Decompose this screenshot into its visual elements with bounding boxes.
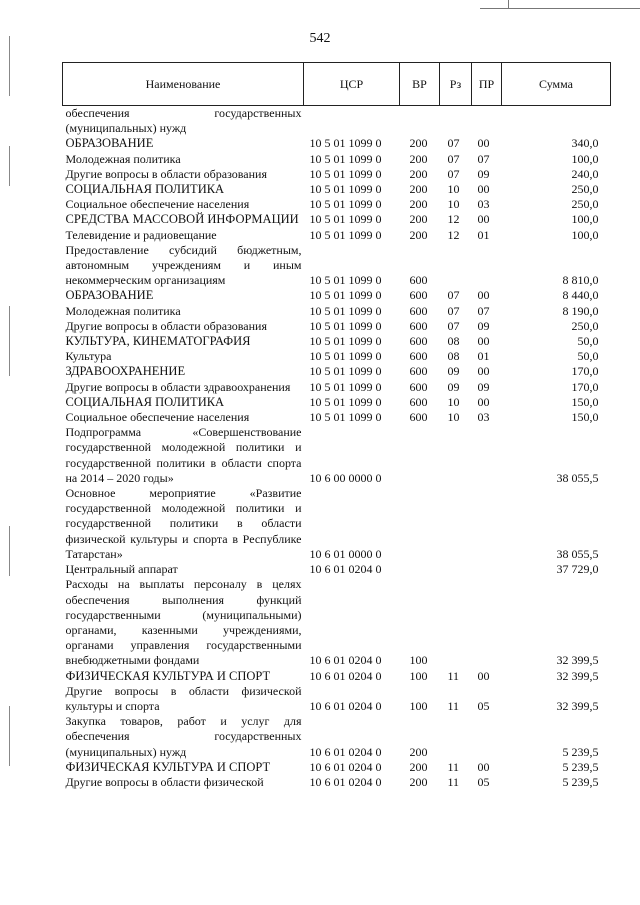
cell-csr: 10 6 01 0204 0 bbox=[309, 774, 382, 789]
cell-sum: 100,0 bbox=[571, 212, 599, 227]
cell-pr: 00 bbox=[477, 394, 490, 409]
table-row bbox=[63, 562, 611, 577]
cell-vr: 600 bbox=[409, 410, 428, 425]
cell-sum: 50,0 bbox=[577, 349, 599, 364]
table-row bbox=[63, 486, 611, 562]
cell-sum: 8 440,0 bbox=[562, 288, 599, 303]
cell-csr bbox=[304, 106, 400, 137]
cell-name: ФИЗИЧЕСКАЯ КУЛЬТУРА И СПОРТ bbox=[65, 759, 271, 774]
cell-rz: 10 bbox=[447, 182, 460, 197]
binding-margin-marks bbox=[9, 6, 13, 826]
cell-sum: 170,0 bbox=[571, 364, 599, 379]
table-row bbox=[63, 152, 611, 167]
cell-vr: 100 bbox=[409, 698, 428, 713]
cell-vr: 600 bbox=[409, 318, 428, 333]
cell-sum: 150,0 bbox=[571, 394, 599, 409]
cell-name: КУЛЬТУРА, КИНЕМАТОГРАФИЯ bbox=[65, 334, 251, 349]
cell-rz: 07 bbox=[447, 166, 460, 181]
cell-pr: 00 bbox=[477, 182, 490, 197]
table-row bbox=[63, 349, 611, 364]
cell-name: Расходы на выплаты персоналу в целях обеспечения выполнения функций государственными (муниципальными) органами, казенными учреждениями, органами управления государственными внебюджетными фондами bbox=[65, 577, 302, 668]
cell-vr: 200 bbox=[409, 212, 428, 227]
cell-rz: 07 bbox=[447, 303, 460, 318]
cell-rz: 07 bbox=[447, 136, 460, 151]
cell-csr: 10 5 01 1099 0 bbox=[309, 166, 382, 181]
cell-csr: 10 5 01 1099 0 bbox=[309, 349, 382, 364]
table-row bbox=[63, 760, 611, 775]
cell-vr bbox=[400, 562, 440, 577]
cell-name: Центральный аппарат bbox=[65, 562, 178, 577]
table-row bbox=[63, 425, 611, 486]
cell-vr bbox=[400, 106, 440, 137]
cell-name: Закупка товаров, работ и услуг для обеспечения государственных (муниципальных) нужд bbox=[65, 714, 302, 759]
header-vr: ВР bbox=[400, 63, 440, 106]
cell-pr: 03 bbox=[477, 197, 490, 212]
header-pr: ПР bbox=[472, 63, 502, 106]
cell-vr: 600 bbox=[409, 288, 428, 303]
cell-sum: 37 729,0 bbox=[556, 562, 599, 577]
cell-pr bbox=[472, 243, 502, 289]
cell-sum: 32 399,5 bbox=[556, 668, 599, 683]
cell-name: ФИЗИЧЕСКАЯ КУЛЬТУРА И СПОРТ bbox=[65, 668, 271, 683]
cell-rz: 09 bbox=[447, 379, 460, 394]
cell-sum: 5 239,5 bbox=[562, 759, 599, 774]
cell-sum: 5 239,5 bbox=[562, 774, 599, 789]
table-row bbox=[63, 288, 611, 303]
cell-rz bbox=[440, 106, 472, 137]
cell-name: Телевидение и радиовещание bbox=[65, 227, 217, 242]
table-row bbox=[63, 212, 611, 227]
cell-pr: 07 bbox=[477, 303, 490, 318]
cell-sum bbox=[502, 106, 611, 137]
cell-sum: 250,0 bbox=[571, 318, 599, 333]
cell-name: Другие вопросы в области здравоохранения bbox=[65, 379, 291, 394]
cell-rz: 11 bbox=[447, 759, 460, 774]
cell-csr: 10 5 01 1099 0 bbox=[309, 212, 382, 227]
header-name: Наименование bbox=[63, 63, 304, 106]
cell-vr bbox=[400, 425, 440, 486]
cell-name: СРЕДСТВА МАССОВОЙ ИНФОРМАЦИИ bbox=[65, 212, 299, 227]
cell-sum: 8 810,0 bbox=[562, 273, 599, 288]
cell-sum: 5 239,5 bbox=[562, 744, 599, 759]
cell-csr: 10 5 01 1099 0 bbox=[309, 303, 382, 318]
cell-pr: 09 bbox=[477, 318, 490, 333]
cell-rz bbox=[440, 425, 472, 486]
cell-vr: 600 bbox=[409, 349, 428, 364]
cell-pr: 01 bbox=[477, 227, 490, 242]
cell-vr: 600 bbox=[409, 394, 428, 409]
top-edge-tick bbox=[508, 0, 509, 9]
cell-rz bbox=[440, 562, 472, 577]
cell-pr: 07 bbox=[477, 151, 490, 166]
cell-pr: 05 bbox=[477, 698, 490, 713]
budget-table bbox=[62, 62, 611, 790]
cell-name: Молодежная политика bbox=[65, 303, 181, 318]
cell-name: Социальное обеспечение населения bbox=[65, 197, 250, 212]
cell-vr: 200 bbox=[409, 136, 428, 151]
cell-vr: 200 bbox=[409, 774, 428, 789]
table-row bbox=[63, 243, 611, 289]
cell-pr: 00 bbox=[477, 759, 490, 774]
cell-pr: 05 bbox=[477, 774, 490, 789]
cell-sum: 170,0 bbox=[571, 379, 599, 394]
table-header bbox=[63, 63, 611, 106]
cell-csr: 10 6 01 0204 0 bbox=[309, 562, 382, 577]
cell-rz bbox=[440, 243, 472, 289]
table-row bbox=[63, 684, 611, 714]
table-row bbox=[63, 775, 611, 790]
table-row bbox=[63, 136, 611, 151]
cell-name: СОЦИАЛЬНАЯ ПОЛИТИКА bbox=[65, 182, 225, 197]
cell-sum: 250,0 bbox=[571, 182, 599, 197]
cell-sum: 100,0 bbox=[571, 151, 599, 166]
table-row bbox=[63, 410, 611, 425]
cell-sum: 240,0 bbox=[571, 166, 599, 181]
table-row bbox=[63, 304, 611, 319]
cell-csr: 10 6 01 0000 0 bbox=[309, 546, 382, 561]
cell-vr: 200 bbox=[409, 151, 428, 166]
cell-rz: 10 bbox=[447, 197, 460, 212]
cell-csr: 10 5 01 1099 0 bbox=[309, 227, 382, 242]
cell-csr: 10 5 01 1099 0 bbox=[309, 318, 382, 333]
cell-csr: 10 5 01 1099 0 bbox=[309, 379, 382, 394]
cell-rz: 10 bbox=[447, 394, 460, 409]
cell-name: Социальное обеспечение населения bbox=[65, 410, 250, 425]
cell-pr bbox=[472, 106, 502, 137]
cell-sum: 50,0 bbox=[577, 334, 599, 349]
cell-sum: 38 055,5 bbox=[556, 546, 599, 561]
cell-csr: 10 5 01 1099 0 bbox=[309, 273, 382, 288]
table-row bbox=[63, 334, 611, 349]
cell-rz: 11 bbox=[447, 698, 460, 713]
cell-csr: 10 5 01 1099 0 bbox=[309, 364, 382, 379]
cell-pr: 00 bbox=[477, 334, 490, 349]
table-row bbox=[63, 364, 611, 379]
cell-name: ОБРАЗОВАНИЕ bbox=[65, 136, 154, 151]
budget-table-container bbox=[62, 62, 610, 790]
cell-vr: 600 bbox=[409, 273, 428, 288]
table-row bbox=[63, 182, 611, 197]
cell-rz: 07 bbox=[447, 288, 460, 303]
header-rz: Рз bbox=[440, 63, 472, 106]
cell-rz: 11 bbox=[447, 774, 460, 789]
cell-pr: 03 bbox=[477, 410, 490, 425]
table-row bbox=[63, 197, 611, 212]
cell-csr: 10 6 01 0204 0 bbox=[309, 759, 382, 774]
cell-vr: 200 bbox=[409, 166, 428, 181]
cell-rz: 12 bbox=[447, 212, 460, 227]
cell-vr: 200 bbox=[409, 182, 428, 197]
cell-vr: 600 bbox=[409, 364, 428, 379]
table-row bbox=[63, 669, 611, 684]
cell-sum: 38 055,5 bbox=[556, 470, 599, 485]
cell-pr: 00 bbox=[477, 288, 490, 303]
cell-vr: 100 bbox=[409, 653, 428, 668]
cell-vr: 200 bbox=[409, 759, 428, 774]
table-body bbox=[63, 106, 611, 791]
cell-sum: 32 399,5 bbox=[556, 653, 599, 668]
cell-pr: 00 bbox=[477, 212, 490, 227]
cell-csr: 10 5 01 1099 0 bbox=[309, 197, 382, 212]
cell-csr: 10 6 01 0204 0 bbox=[309, 698, 382, 713]
cell-rz bbox=[440, 486, 472, 562]
cell-name: ОБРАЗОВАНИЕ bbox=[65, 288, 154, 303]
cell-rz: 07 bbox=[447, 151, 460, 166]
cell-csr: 10 6 00 0000 0 bbox=[309, 470, 382, 485]
cell-name: Молодежная политика bbox=[65, 151, 181, 166]
cell-csr: 10 5 01 1099 0 bbox=[309, 410, 382, 425]
cell-rz bbox=[440, 577, 472, 668]
cell-csr: 10 5 01 1099 0 bbox=[309, 136, 382, 151]
cell-pr bbox=[472, 577, 502, 668]
cell-name: Предоставление субсидий бюджетным, автономным учреждениям и иным некоммерческим организациям bbox=[65, 242, 302, 288]
cell-vr: 600 bbox=[409, 379, 428, 394]
cell-sum: 100,0 bbox=[571, 227, 599, 242]
cell-name: Другие вопросы в области образования bbox=[65, 318, 267, 333]
table-row bbox=[63, 319, 611, 334]
cell-csr: 10 6 01 0204 0 bbox=[309, 668, 382, 683]
cell-pr bbox=[472, 562, 502, 577]
cell-vr: 200 bbox=[409, 197, 428, 212]
cell-vr: 100 bbox=[409, 668, 428, 683]
header-sum: Сумма bbox=[502, 63, 611, 106]
table-row bbox=[63, 714, 611, 760]
cell-csr: 10 5 01 1099 0 bbox=[309, 288, 382, 303]
cell-sum: 340,0 bbox=[571, 136, 599, 151]
cell-pr bbox=[472, 425, 502, 486]
cell-name: Другие вопросы в области физической культуры и спорта bbox=[65, 683, 302, 713]
table-row bbox=[63, 106, 611, 137]
cell-rz: 09 bbox=[447, 364, 460, 379]
cell-name: обеспечения государственных (муниципальных) нужд bbox=[65, 106, 302, 136]
cell-vr: 600 bbox=[409, 334, 428, 349]
cell-rz bbox=[440, 714, 472, 760]
table-row bbox=[63, 395, 611, 410]
cell-pr bbox=[472, 486, 502, 562]
cell-name: Основное мероприятие «Развитие государственной молодежной политики и государственной политики в области физической культуры и спорта в Республике Татарстан» bbox=[65, 486, 302, 561]
table-row bbox=[63, 577, 611, 668]
top-edge-rule bbox=[480, 8, 640, 9]
cell-vr bbox=[400, 486, 440, 562]
cell-vr: 600 bbox=[409, 303, 428, 318]
cell-name: ЗДРАВООХРАНЕНИЕ bbox=[65, 364, 186, 379]
cell-sum: 32 399,5 bbox=[556, 698, 599, 713]
cell-rz: 10 bbox=[447, 410, 460, 425]
cell-csr: 10 5 01 1099 0 bbox=[309, 182, 382, 197]
cell-sum: 250,0 bbox=[571, 197, 599, 212]
cell-csr: 10 5 01 1099 0 bbox=[309, 334, 382, 349]
cell-name: Культура bbox=[65, 349, 112, 364]
cell-rz: 12 bbox=[447, 227, 460, 242]
table-row bbox=[63, 228, 611, 243]
cell-vr: 200 bbox=[409, 227, 428, 242]
table-row bbox=[63, 380, 611, 395]
header-csr: ЦСР bbox=[304, 63, 400, 106]
cell-pr: 00 bbox=[477, 364, 490, 379]
cell-sum: 150,0 bbox=[571, 410, 599, 425]
cell-name: Подпрограмма «Совершенствование государственной молодежной политики и государственной политики в области спорта на 2014 – 2020 годы» bbox=[65, 425, 302, 485]
cell-pr bbox=[472, 714, 502, 760]
cell-sum: 8 190,0 bbox=[562, 303, 599, 318]
cell-name: Другие вопросы в области физической bbox=[65, 774, 264, 789]
cell-csr: 10 6 01 0204 0 bbox=[309, 744, 382, 759]
cell-rz: 07 bbox=[447, 318, 460, 333]
cell-pr: 00 bbox=[477, 136, 490, 151]
cell-csr: 10 5 01 1099 0 bbox=[309, 394, 382, 409]
cell-name: СОЦИАЛЬНАЯ ПОЛИТИКА bbox=[65, 394, 225, 409]
cell-csr: 10 6 01 0204 0 bbox=[309, 653, 382, 668]
cell-pr: 01 bbox=[477, 349, 490, 364]
cell-csr: 10 5 01 1099 0 bbox=[309, 151, 382, 166]
cell-rz: 08 bbox=[447, 349, 460, 364]
cell-pr: 09 bbox=[477, 166, 490, 181]
cell-pr: 09 bbox=[477, 379, 490, 394]
cell-rz: 11 bbox=[447, 668, 460, 683]
cell-pr: 00 bbox=[477, 668, 490, 683]
page-number: 542 bbox=[309, 31, 331, 46]
cell-vr: 200 bbox=[409, 744, 428, 759]
cell-rz: 08 bbox=[447, 334, 460, 349]
cell-name: Другие вопросы в области образования bbox=[65, 166, 267, 181]
table-row bbox=[63, 167, 611, 182]
